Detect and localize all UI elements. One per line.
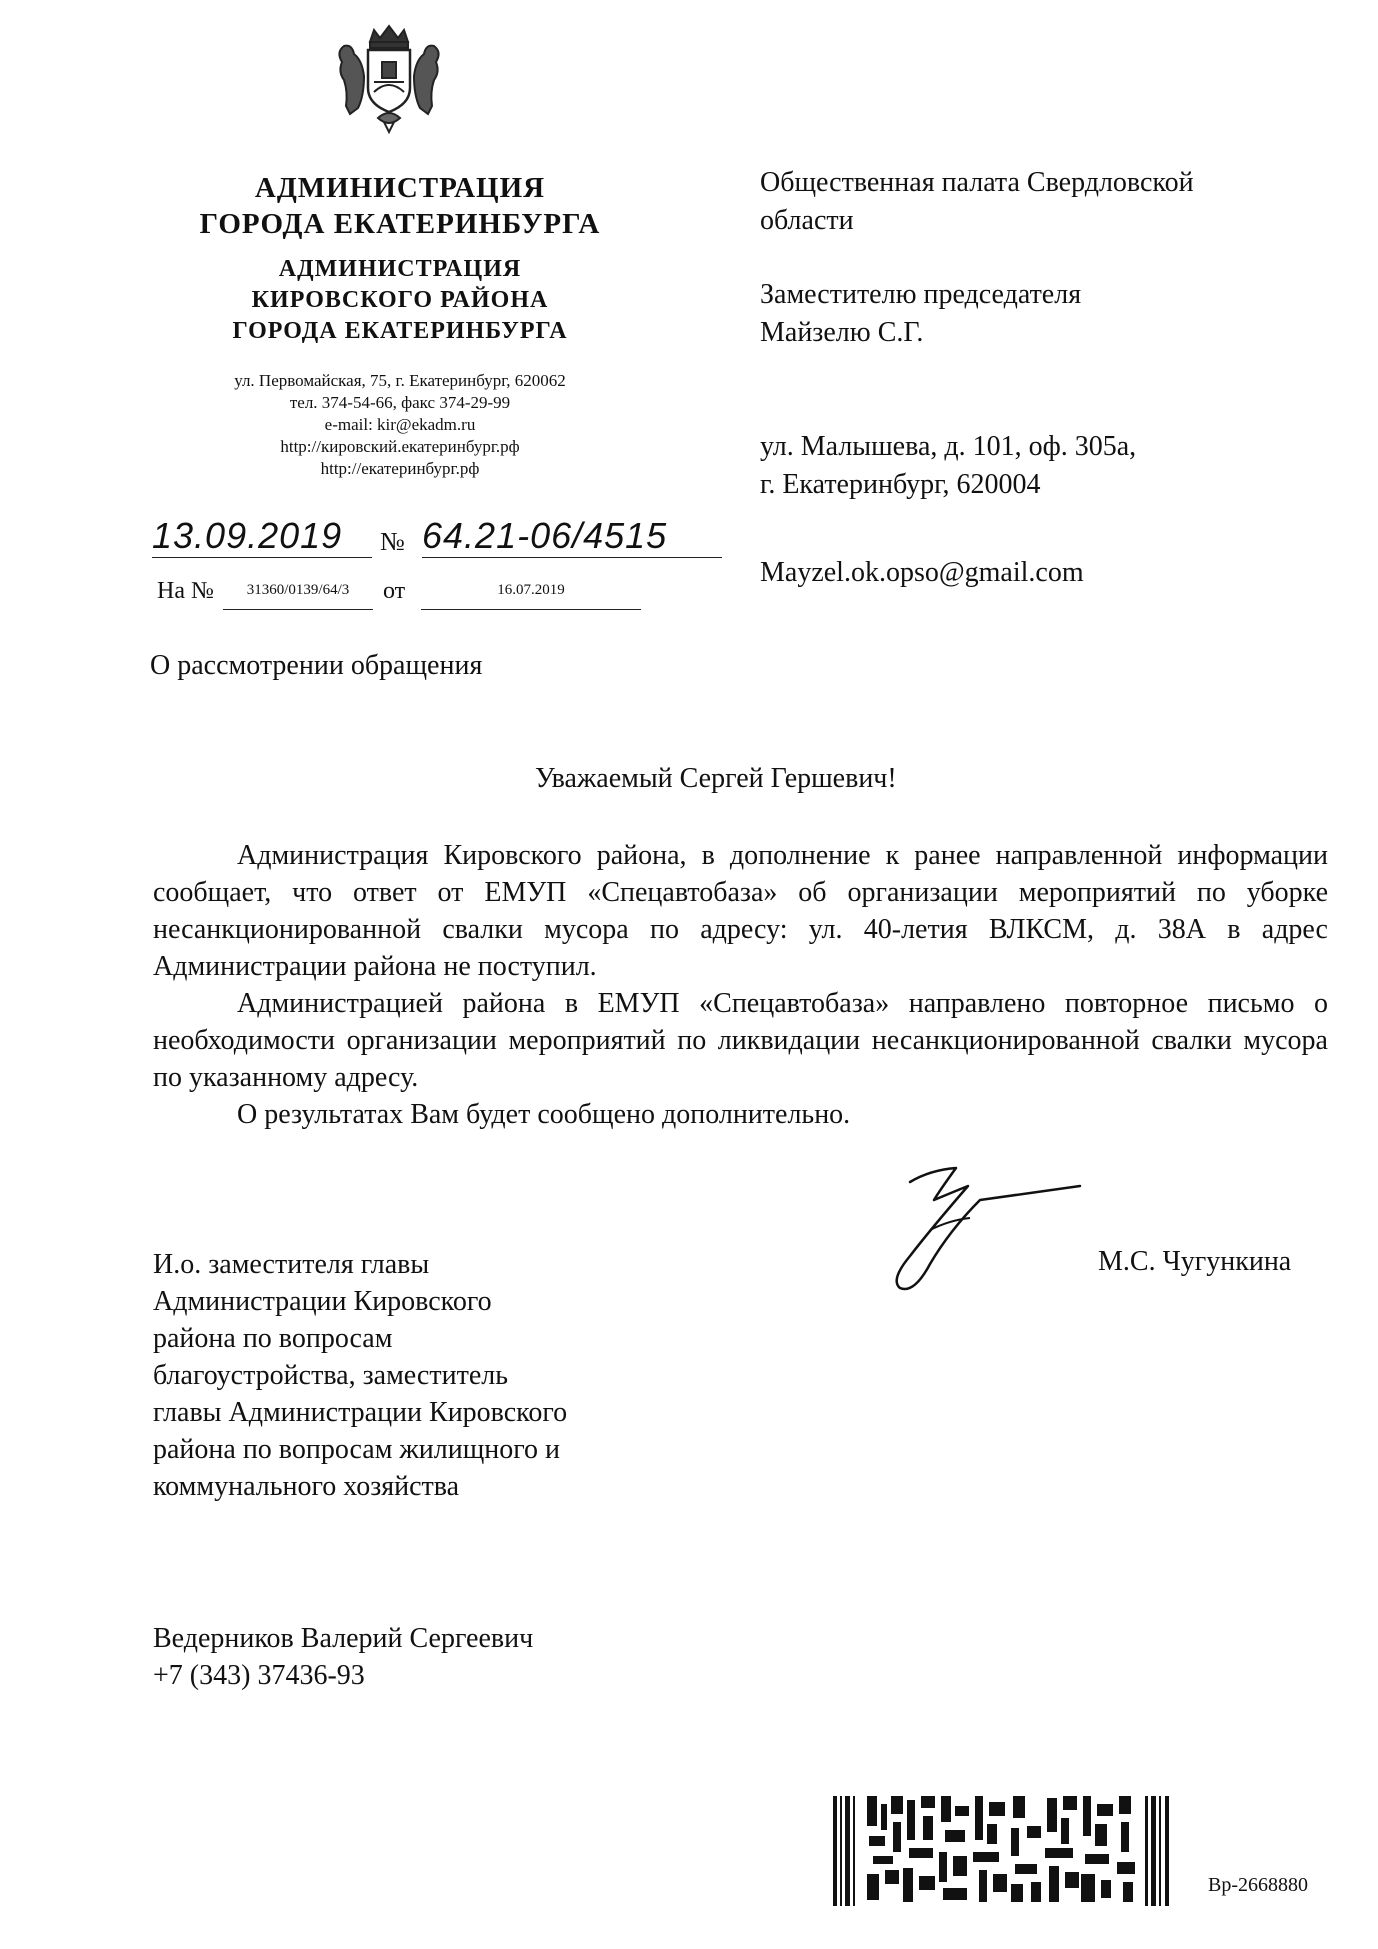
- executor-phone: +7 (343) 37436-93: [153, 1660, 365, 1691]
- contact-phone: тел. 374-54-66, факс 374-29-99: [289, 393, 511, 412]
- signatory-name: М.С. Чугункина: [1098, 1246, 1292, 1277]
- body-paragraph-1: Администрация Кировского района, в дополнение к ранее направленной информации сообщает, что ответ от ЕМУП «Спецавтобаза» об организации мероприятий по уборке несанкционированной свалки мусора по адресу: ул. 40-летия ВЛКСМ, д. 38А в адрес Администрации района не поступил.: [153, 840, 1328, 982]
- registration-date: 13.09.2019: [152, 515, 372, 558]
- district-title: [150, 254, 650, 347]
- reference-line: [155, 578, 655, 614]
- reference-number: 31360/0139/64/3: [223, 582, 373, 610]
- handwritten-signature: [870, 1160, 1090, 1310]
- executor-block: [153, 1620, 533, 1694]
- contact-block: [150, 370, 650, 480]
- signatory-title-line-2: Администрации Кировского: [153, 1286, 492, 1317]
- signatory-title-line-6: района по вопросам жилищного и: [153, 1434, 561, 1465]
- registration-line: [150, 515, 730, 565]
- recipient-name: Майзелю С.Г.: [760, 317, 924, 348]
- executor-name: Ведерников Валерий Сергеевич: [153, 1623, 534, 1654]
- body-paragraph-3: О результатах Вам будет сообщено дополнительно.: [237, 1099, 851, 1130]
- subject: О рассмотрении обращения: [150, 650, 483, 681]
- administration-title: [150, 170, 650, 242]
- contact-email: e-mail: kir@ekadm.ru: [324, 415, 476, 434]
- reference-from-label: от: [383, 578, 406, 604]
- district-line-2: КИРОВСКОГО РАЙОНА: [251, 287, 549, 313]
- letter-body: [153, 837, 1328, 1133]
- recipient-org-line-1: Общественная палата Свердловской: [760, 167, 1194, 198]
- registration-number: 64.21-06/4515: [422, 515, 722, 558]
- admin-line-1: АДМИНИСТРАЦИЯ: [254, 172, 546, 204]
- reference-date: 16.07.2019: [421, 582, 641, 610]
- recipient-address-line-2: г. Екатеринбург, 620004: [760, 469, 1041, 500]
- contact-address: ул. Первомайская, 75, г. Екатеринбург, 620062: [234, 371, 566, 390]
- barcode: [833, 1796, 1203, 1906]
- signatory-title-line-1: И.о. заместителя главы: [153, 1249, 430, 1280]
- admin-line-2: ГОРОДА ЕКАТЕРИНБУРГА: [199, 208, 601, 240]
- body-paragraph-2: Администрацией района в ЕМУП «Спецавтобаза» направлено повторное письмо о необходимости организации мероприятий по ликвидации несанкционированной свалки мусора по указанному адресу.: [153, 988, 1328, 1093]
- signatory-title-line-4: благоустройства, заместитель: [153, 1360, 508, 1391]
- recipient-email: Mayzel.ok.opso@gmail.com: [760, 557, 1084, 588]
- coat-of-arms-emblem: [328, 22, 450, 134]
- signatory-title-line-7: коммунального хозяйства: [153, 1471, 460, 1502]
- contact-site-2: http://екатеринбург.рф: [320, 459, 480, 478]
- registration-number-label: №: [380, 527, 405, 556]
- signatory-title-line-5: главы Администрации Кировского: [153, 1397, 568, 1428]
- recipient-position: Заместителю председателя: [760, 279, 1082, 310]
- reference-label: На №: [157, 578, 214, 604]
- greeting: Уважаемый Сергей Гершевич!: [535, 763, 897, 794]
- district-line-3: ГОРОДА ЕКАТЕРИНБУРГА: [232, 318, 568, 344]
- recipient-org-line-2: области: [760, 205, 854, 236]
- document-code: Вр-2668880: [1208, 1874, 1308, 1896]
- recipient-address-line-1: ул. Малышева, д. 101, оф. 305а,: [760, 431, 1137, 462]
- recipient-block: [760, 164, 1350, 592]
- district-line-1: АДМИНИСТРАЦИЯ: [278, 256, 522, 282]
- signatory-title-line-3: района по вопросам: [153, 1323, 393, 1354]
- signatory-title: [153, 1246, 567, 1505]
- contact-site-1: http://кировский.екатеринбург.рф: [280, 437, 520, 456]
